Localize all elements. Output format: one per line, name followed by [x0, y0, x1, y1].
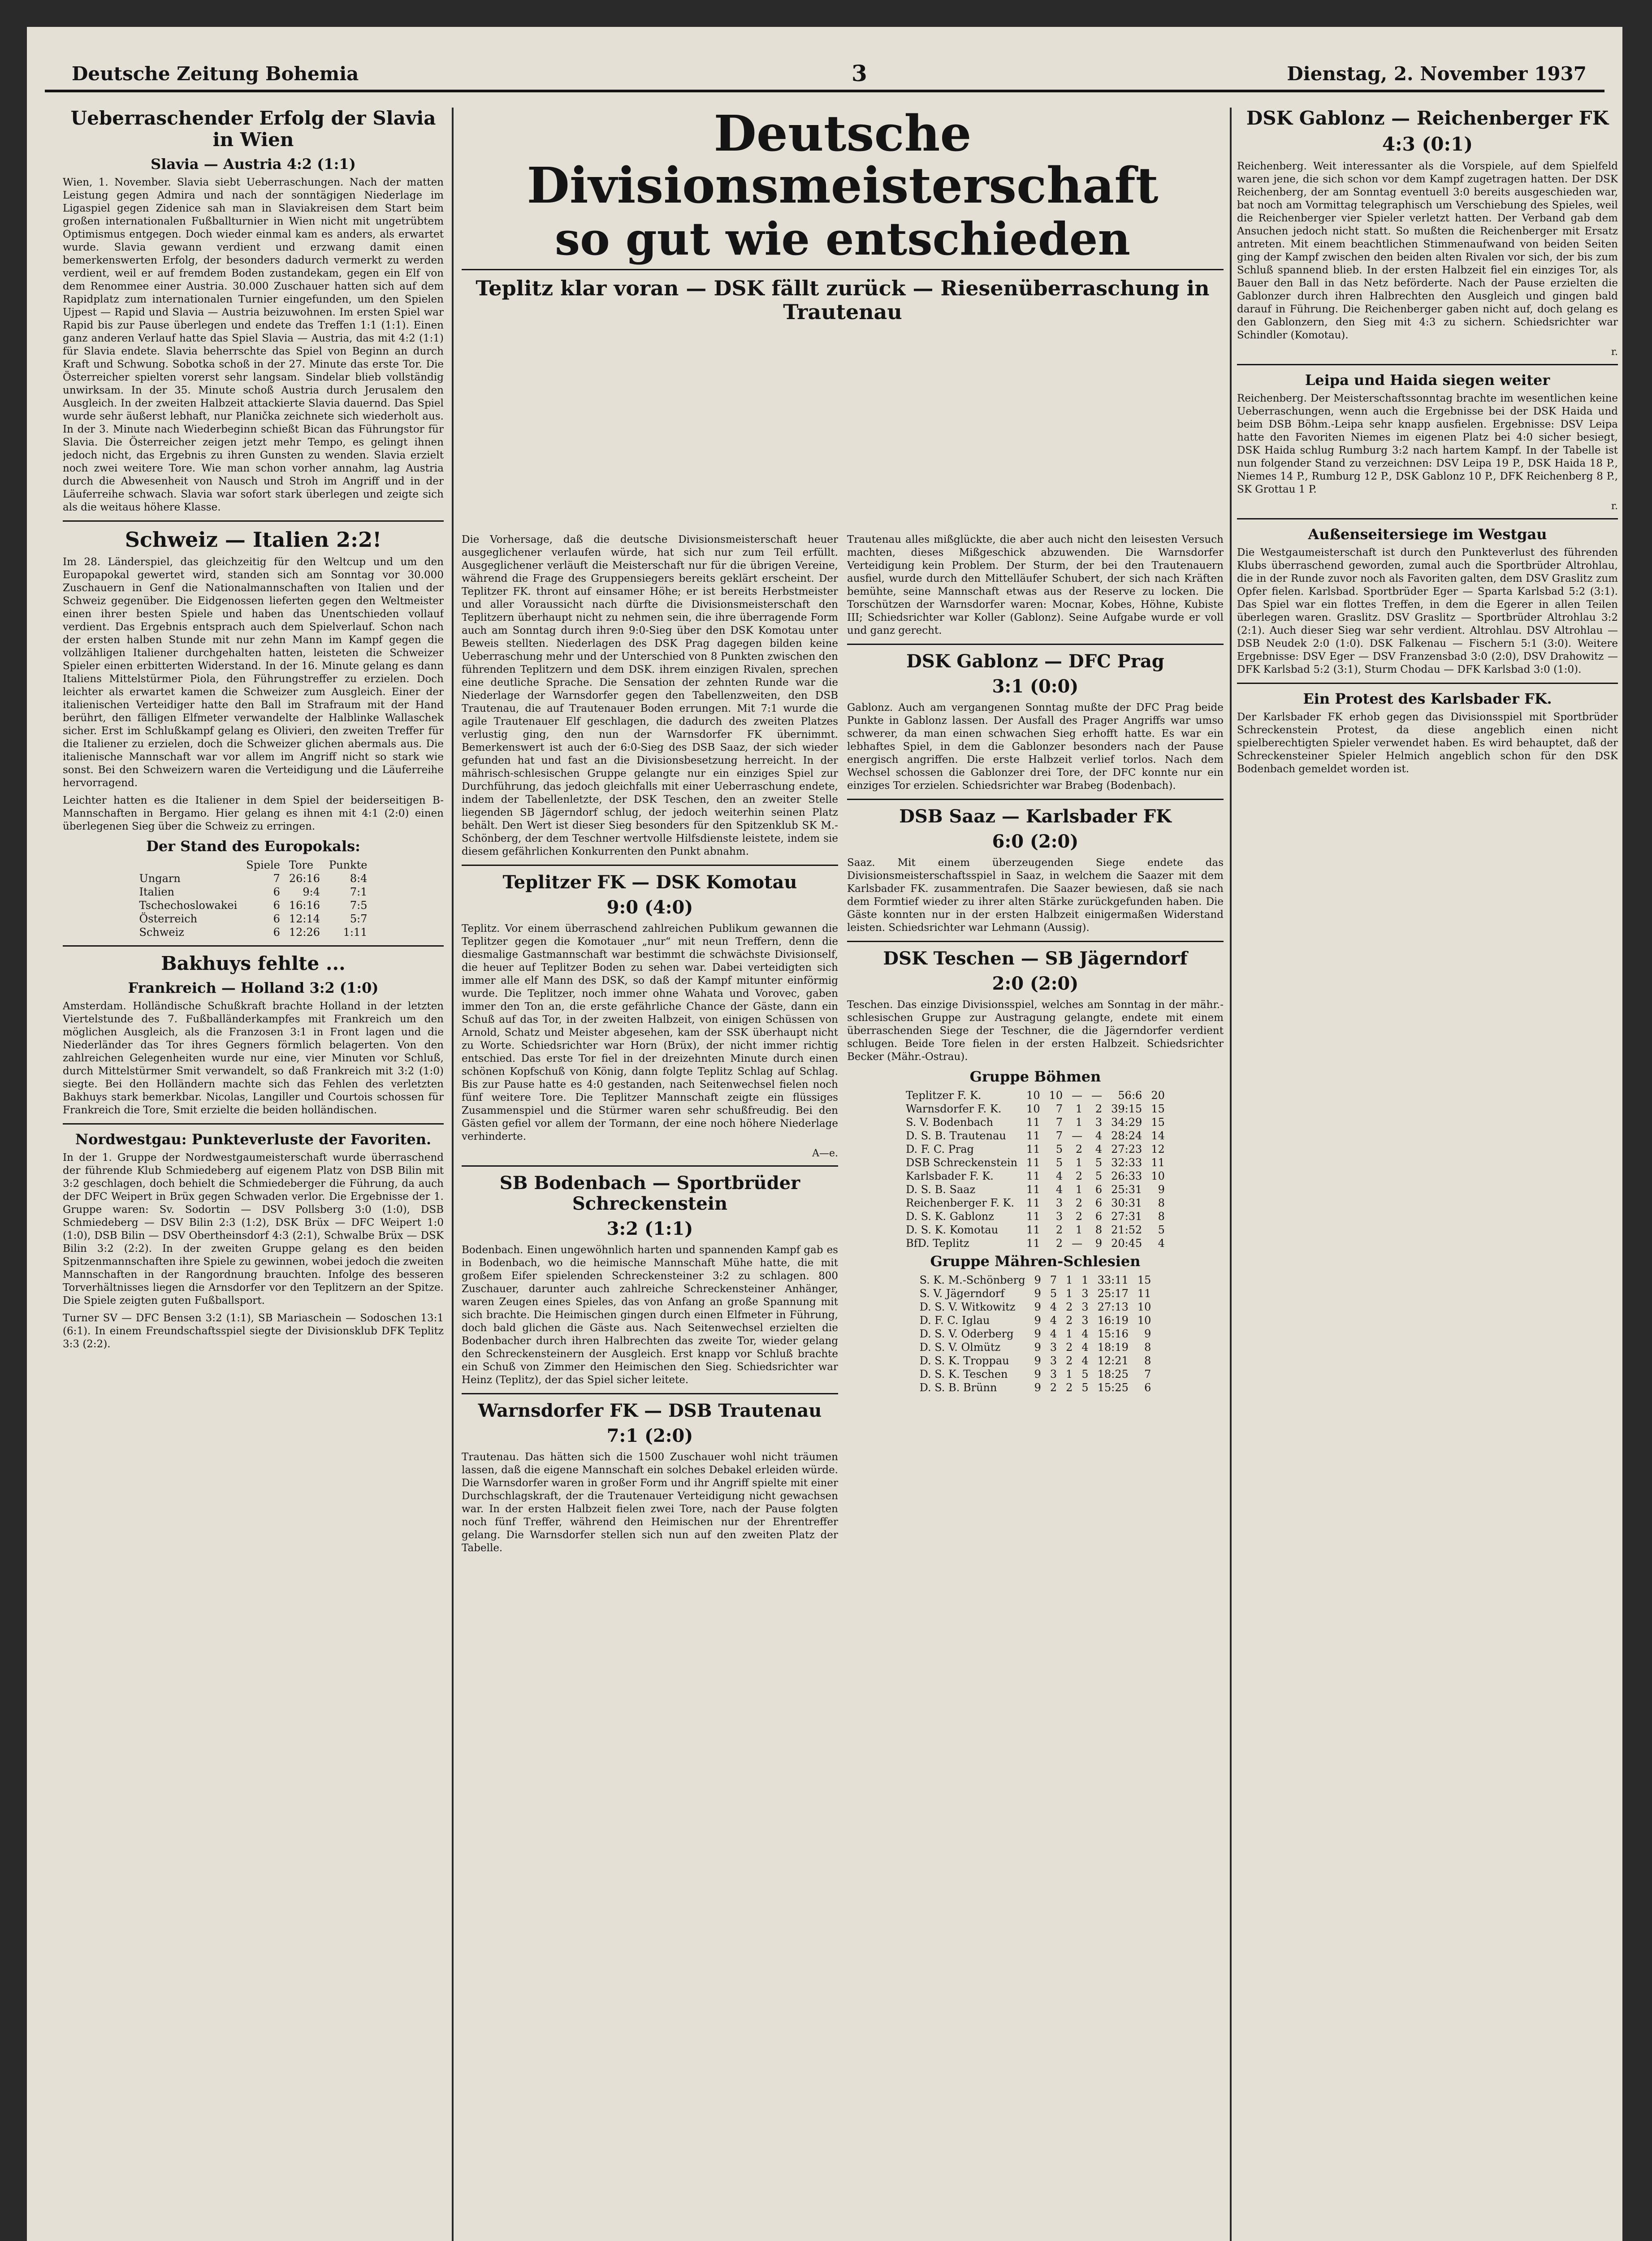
- divider: [847, 644, 1224, 645]
- table-cell: 1: [1066, 1274, 1073, 1286]
- article-text: Bodenbach. Einen ungewöhnlich harten und spannenden Kampf gab es in Bodenbach, wo die heimische Mannschaft Mühe hatte, die mit großem Eifer spielenden Schreckensteiner 3:2 zu schlagen. 800 Zuschauer, darunter auch zahlreiche Schreckensteiner Anhänger, waren Zeugen eines Spieles, das von Anfang an große Spannung mit sich brachte. Die Heimischen gingen durch einen Elfmeter in Führung, doch bald glichen die Gäste aus. Nach Seitenwechsel erzielten die Bodenbacher durch ihren Halbrechten das zweite Tor, wieder gelang den Schreckensteinern der Ausgleich. Erst knapp vor Schluß brachte ein Schuß von Zimmer den Heimischen den Sieg. Schiedsrichter war Heinz (Teplitz), der das Spiel sicher leitete.: [462, 1244, 838, 1386]
- table-cell: 9: [1034, 1381, 1041, 1394]
- table-header: Punkte: [329, 859, 368, 872]
- table-cell: 1: [1066, 1287, 1073, 1300]
- table-cell: 8:4: [350, 872, 368, 885]
- table-cell: 15:25: [1097, 1381, 1129, 1394]
- table-cell: 2: [1055, 1237, 1063, 1250]
- table-cell: 9: [1095, 1237, 1103, 1250]
- table-cell: 6: [1095, 1197, 1103, 1209]
- table-cell: 12:21: [1097, 1354, 1129, 1367]
- column-center-left: [462, 533, 838, 2241]
- table-cell: 10: [1049, 1089, 1063, 1102]
- table-cell: 15: [1151, 1103, 1165, 1115]
- table-cell: 10: [1137, 1314, 1151, 1327]
- main-headline: Deutsche Divisionsmeisterschaft: [527, 108, 1159, 214]
- table-cell: 5:7: [350, 913, 368, 926]
- table-row: [901, 1223, 1169, 1237]
- column-center-right: [847, 533, 1224, 2241]
- table-cell: 1:11: [343, 926, 368, 939]
- match-score: 3:1 (0:0): [992, 676, 1079, 697]
- table-cell: 6: [273, 899, 280, 912]
- table-cell: 3: [1081, 1287, 1089, 1300]
- table-cell: 6: [273, 913, 280, 926]
- table-cell: 4: [1095, 1129, 1103, 1142]
- table-row: [901, 1169, 1169, 1183]
- table-cell: 16:16: [289, 899, 320, 912]
- table-cell: 5: [1081, 1381, 1089, 1394]
- match-score: 9:0 (4:0): [606, 897, 693, 918]
- table-header: Spiele: [246, 859, 280, 872]
- table-cell: 8: [1144, 1341, 1151, 1354]
- table-cell: D. S. V. Witkowitz: [919, 1301, 1016, 1313]
- divider: [462, 1165, 838, 1167]
- table-cell: 6: [273, 926, 280, 939]
- table-row: [915, 1327, 1156, 1341]
- article-heading: DSB Saaz — Karlsbader FK: [899, 806, 1172, 827]
- newspaper-name: Deutsche Zeitung Bohemia: [72, 63, 359, 85]
- table-row: [915, 1287, 1156, 1300]
- table-cell: 9: [1034, 1274, 1041, 1286]
- table-cell: 9: [1034, 1368, 1041, 1380]
- article-heading: Warnsdorfer FK — DSB Trautenau: [478, 1400, 822, 1421]
- table-row: [901, 1156, 1169, 1169]
- table-header: [135, 858, 242, 872]
- table-cell: 10: [1151, 1170, 1165, 1182]
- table-cell: 6: [273, 886, 280, 899]
- match-result: Frankreich — Holland 3:2 (1:0): [128, 979, 379, 996]
- article-text: Turner SV — DFC Bensen 3:2 (1:1), SB Mariaschein — Sodoschen 13:1 (6:1). In einem Freundschaftsspiel siegte der Divisionsklub DFK Teplitz 3:3 (2:2).: [63, 1312, 444, 1350]
- table-cell: 1: [1075, 1224, 1083, 1236]
- table-cell: 2: [1066, 1381, 1073, 1394]
- standings-table-bohemia: [901, 1089, 1169, 1250]
- table-cell: 4: [1158, 1237, 1165, 1250]
- table-cell: 11: [1026, 1197, 1040, 1209]
- table-cell: 5: [1050, 1287, 1057, 1300]
- table-cell: 27:31: [1111, 1210, 1142, 1223]
- article-text: Die Westgaumeisterschaft ist durch den Punkteverlust des führenden Klubs überraschend geworden, zumal auch die Sportbrüder Altrohlau, die in der Runde zuvor noch als Favoriten galten, dem DSV Graslitz zum Opfer fielen. Karlsbad. Sportbrüder Eger — Sparta Karlsbad 5:2 (3:1). Das Spiel war ein flottes Treffen, in dem die Egerer in allen Teilen überlegen waren. Graslitz. DSV Graslitz — Sportbrüder Altrohlau 3:2 (2:1). Auch dieser Sieg war sehr verdient. Altrohlau. DSV Altrohlau — DSB Neudek 2:0 (1:0). DSK Falkenau — Fischern 5:1 (3:0). Weitere Ergebnisse: DSV Eger — DSV Franzensbad 3:0 (2:0), DSV Drahowitz — DFK Karlsbad 5:2 (3:1), Sturm Chodau — DFK Karlsbad 3:0 (1:0).: [1237, 546, 1618, 675]
- article-heading: Bakhuys fehlte ...: [161, 952, 346, 975]
- divider: [847, 799, 1224, 800]
- issue-date: Dienstag, 2. November 1937: [1287, 63, 1587, 85]
- table-cell: 1: [1066, 1328, 1073, 1340]
- divider: [1237, 364, 1618, 365]
- table-cell: 7: [1055, 1129, 1063, 1142]
- table-cell: 26:16: [289, 872, 320, 885]
- masthead: [45, 58, 1604, 92]
- page-number: 3: [852, 60, 867, 87]
- table-cell: 27:23: [1111, 1143, 1142, 1155]
- divider: [1237, 683, 1618, 684]
- table-cell: 33:11: [1097, 1274, 1129, 1286]
- table-cell: —: [1072, 1237, 1083, 1250]
- table-cell: 4: [1081, 1328, 1089, 1340]
- table-cell: 3: [1095, 1116, 1103, 1129]
- article-text: Der Karlsbader FK erhob gegen das Divisionsspiel mit Sportbrüder Schreckenstein Protest, da diese angeblich einen nicht spielberechtigten Spieler verwendet haben. Es wird behauptet, daß der Schreckensteiner Spieler Helmich angeblich schon für den DSK Bodenbach gemeldet worden ist.: [1237, 711, 1618, 775]
- headline-deck: Teplitz klar voran — DSK fällt zurück — Riesenüberraschung in Trautenau: [476, 276, 1210, 324]
- table-row: [901, 1142, 1169, 1156]
- column-left: [63, 108, 444, 2241]
- table-cell: 9: [1158, 1183, 1165, 1196]
- table-cell: 7: [1144, 1368, 1151, 1380]
- table-cell: Reichenberger F. K.: [906, 1197, 1015, 1209]
- table-cell: 6: [1095, 1210, 1103, 1223]
- match-score: 3:2 (1:1): [606, 1218, 693, 1239]
- table-cell: D. S. B. Saaz: [906, 1183, 976, 1196]
- table-cell: 11: [1026, 1129, 1040, 1142]
- table-cell: 20: [1151, 1089, 1165, 1102]
- divider: [462, 269, 1224, 270]
- table-cell: 12:14: [289, 913, 320, 926]
- table-cell: 2: [1075, 1210, 1083, 1223]
- article-heading: Ein Protest des Karlsbader FK.: [1303, 690, 1552, 707]
- article-text: Trautenau alles mißglückte, die aber auch nicht den leisesten Versuch machten, dieses Mißgeschick abzuwenden. Die Warnsdorfer Verteidigung kein Problem. Der Sturm, der bei den Trautenauern ausfiel, wurde durch den Mittelläufer Schubert, der sich nach Kräften bemühte, seine Mannschaft etwas aus der Reserve zu locken. Die Torschützen der Warnsdorfer waren: Mocnar, Kobes, Höhne, Kubiste III; Schiedsrichter war Koller (Gablonz). Seine Aufgabe wurde er voll und ganz gerecht.: [847, 534, 1224, 636]
- table-cell: 5: [1095, 1170, 1103, 1182]
- table-cell: 5: [1095, 1156, 1103, 1169]
- table-row: [135, 885, 372, 899]
- table-cell: D. S. V. Olmütz: [919, 1341, 1001, 1354]
- table-cell: 9: [1034, 1314, 1041, 1327]
- table-cell: 4: [1055, 1170, 1063, 1182]
- article-heading: DSK Teschen — SB Jägerndorf: [883, 948, 1188, 969]
- table-cell: D. S. B. Brünn: [919, 1381, 997, 1394]
- article-text: In der 1. Gruppe der Nordwestgaumeisterschaft wurde überraschend der führende Klub Schmiedeberg auf eigenem Platz von DSB Bilin mit 3:2 geschlagen, doch behielt die Schmiedeberger die Führung, da auch der DFC Weipert in Brüx gegen Schwaden verlor. Die Ergebnisse der 1. Gruppe waren: Sv. Sodortin — DSV Pollsberg 3:0 (1:0), DSB Schmiedeberg — DSV Bilin 2:3 (1:2), DSK Brüx — DFC Weipert 1:0 (1:0), DSB Bilin — DSV Obertheinsdorf 4:3 (2:1), Schwalbe Brüx — DSK Bilin 3:2 (2:2). In der zweiten Gruppe gelang es den beiden Spitzenmannschaften ihre Spiele zu gewinnen, wobei jedoch die zweiten Mannschaften in der Rangordnung brauchten. Infolge des besseren Torverhältnisses liegen die Arnsdorfer vor den Teplitzern an der Spitze. Die Spiele zeigten guten Fußballsport.: [63, 1151, 444, 1307]
- table-cell: —: [1072, 1089, 1083, 1102]
- article-text: Wien, 1. November. Slavia siebt Ueberraschungen. Nach der matten Leistung gegen Admira und nach der sonntägigen Niederlage im Ligaspiel gegen Zidenice sah man in Slaviakreisen dem Start beim großen internationalen Fußballturnier in Wien nicht mit ungetrübtem Optimismus entgegen. Doch wieder einmal kam es anders, als erwartet wurde. Slavia gewann verdient und erzwang damit einen bemerkenswerten Erfolg, der besonders dadurch vermerkt zu werden verdient, weil er auf fremdem Boden zustandekam, gegen ein Elf von dem Renommee einer Austria. 30.000 Zuschauer hatten sich auf dem Rapidplatz zum internationalen Turnier eingefunden, um den Spielen Ujpest — Rapid und Slavia — Austria beizuwohnen. Im ersten Spiel war Rapid bis zur Pause überlegen und endete das Treffen 1:1 (1:1). Einen ganz anderen Verlauf hatte das Spiel Slavia — Austria, das mit 4:2 (1:1) für Slavia endete. Slavia beherrschte das Spiel von Beginn an durch Kraft und Schwung. Sobotka schoß in der 27. Minute das erste Tor. Die Österreicher spielten vorerst sehr langsam. Sindelar blieb vollständig unwirksam. In der 35. Minute schoß Austria durch Jerusalem den Ausgleich. In der zweiten Halbzeit attackierte Slavia dauernd. Das Spiel wurde sehr äußerst lebhaft, nur Planička zeichnete sich wiederholt aus. In der 3. Minute nach Wiederbeginn schießt Bican das Führungstor für Slavia. Die Österreicher zeigen jetzt mehr Tempo, es gelingt ihnen jedoch nicht, das Ergebnis zu ihren Gunsten zu wenden. Slavia erzielt noch zwei weitere Tore. Wie man schon vorher annahm, lag Austria durch die Abwesenheit von Nausch und Stroh im Angriff und in der Läuferreihe schwach. Slavia war sofort stark überlegen und zeigte sich als die weitaus höhere Klasse.: [63, 176, 444, 513]
- table-cell: Karlsbader F. K.: [906, 1170, 994, 1182]
- article-text: Trautenau. Das hätten sich die 1500 Zuschauer wohl nicht träumen lassen, daß die eigene Mannschaft ein solches Debakel erleiden würde. Die Warnsdorfer waren in großer Form und ihr Angriff spielte mit einer Durchschlagskraft, der die Trautenauer Verteidigung nicht gewachsen war. In der ersten Halbzeit fielen zwei Tore, nach der Pause folgten noch fünf Treffer, während den Heimischen nur der Ehrentreffer gelang. Die Warnsdorfer stellen sich nun auf den zweiten Platz der Tabelle.: [462, 1451, 838, 1554]
- match-score: 2:0 (2:0): [992, 973, 1079, 994]
- table-cell: 4: [1081, 1341, 1089, 1354]
- article-text: Reichenberg. Der Meisterschaftssonntag brachte im wesentlichen keine Ueberraschungen, wenn auch die Ergebnisse bei der DSK Haida und beim DSB Böhm.-Leipa sehr knapp ausfielen. Ergebnisse: DSV Leipa hatte den Favoriten Niemes im eigenen Platz bei 4:0 sicher besiegt, DSK Haida schlug Rumburg 3:2 nach hartem Kampf. In der Tabelle ist nun folgender Stand zu verzeichnen: DSV Leipa 19 P., DSK Haida 18 P., Niemes 14 P., Rumburg 12 P., DSK Gablonz 10 P., DFK Reichenberg 8 P., SK Grottau 1 P.: [1237, 392, 1618, 495]
- table-row: [915, 1367, 1156, 1381]
- table-cell: 8: [1095, 1224, 1103, 1236]
- table-cell: 18:19: [1097, 1341, 1129, 1354]
- table-cell: 16:19: [1097, 1314, 1129, 1327]
- table-cell: S. V. Bodenbach: [906, 1116, 994, 1129]
- table-cell: 4: [1050, 1328, 1057, 1340]
- divider: [63, 945, 444, 947]
- table-cell: 11: [1026, 1183, 1040, 1196]
- table-cell: 15:16: [1097, 1328, 1129, 1340]
- article-text: Amsterdam. Holländische Schußkraft brachte Holland in der letzten Viertelstunde des 7. Fußballänderkampfes mit Frankreich um den möglichen Ausgleich, als die Franzosen 3:1 in Front lagen und die Niederländer das Tor ihres Gegners förmlich belagerten. Von den zahlreichen Gelegenheiten wurde nur eine, vier Minuten vor Schluß, durch Mittelstürmer Smit verwandelt, so daß Frankreich mit 3:2 (1:0) siegte. Bei den Holländern machte sich das Fehlen des verletzten Bakhuys stark bemerkbar. Nicolas, Langiller und Courtois schossen für Frankreich die Tore, Smit erzielte die beiden holländischen.: [63, 1000, 444, 1116]
- table-cell: 2: [1066, 1314, 1073, 1327]
- table-cell: 3: [1081, 1314, 1089, 1327]
- author-sign: r.: [1611, 346, 1618, 358]
- table-cell: 8: [1158, 1210, 1165, 1223]
- table-cell: 6: [1095, 1183, 1103, 1196]
- article-text: Die Vorhersage, daß die deutsche Divisionsmeisterschaft heuer ausgeglichener verlaufen würde, hat sich nur zum Teil erfüllt. Ausgeglichener verläuft die Meisterschaft nur für die übrigen Vereine, während die Frage des Gruppensiegers bereits geklärt erscheint. Der Teplitzer FK. thront auf einsamer Höhe; er ist bereits Herbstmeister und aller Voraussicht nach dürfte die Divisionsmeisterschaft den Teplitzern überhaupt nicht zu nehmen sein, die ihre überragende Form auch am Sonntag durch ihren 9:0-Sieg über den DSK Komotau unter Beweis stellten. Niederlagen des DSK Prag dagegen bilden keine Ueberraschung mehr und der Unterschied von 8 Punkten zwischen den führenden Teplitzern und dem DSK. ihrem einzigen Rivalen, sprechen eine deutliche Sprache. Die Sensation der zehnten Runde war die Niederlage der Warnsdorfer gegen den Tabellenzweiten, den DSB Trautenau, die auf Trautenauer Boden errungen. Mit 7:1 wurde die agile Trautenauer Elf geschlagen, die dadurch des zweiten Platzes verlustig ging, den nun der Warnsdorfer FK übernimmt. Bemerkenswert ist auch der 6:0-Sieg des DSB Saaz, der sich wieder gefunden hat und fast an die Divisionsbesetzung herreicht. In der mährisch-schlesischen Gruppe gelangte nur ein einziges Spiel zur Durchführung, das jedoch gleichfalls mit einer Ueberraschung endete, indem der Tabellenletzte, der DSK Teschen, den an zweiter Stelle liegenden SB Jägerndorf schlug, der jedoch weiterhin seinen Platz behält. Den Wert ist dieser Sieg besonders für den Spitzenklub SK M.-Schönberg, der dem Teschner wertvolle Hilfsdienste leistete, indem sie diesem gefährlichen Konkurrenten den Punkt abnahm.: [462, 534, 838, 857]
- table-cell: 9: [1034, 1354, 1041, 1367]
- table-cell: 2: [1050, 1381, 1057, 1394]
- table-cell: 7: [1055, 1103, 1063, 1115]
- table-cell: 11: [1026, 1156, 1040, 1169]
- table-cell: 5: [1158, 1224, 1165, 1236]
- article-heading: DSK Gablonz — Reichenberger FK: [1246, 108, 1609, 129]
- table-row: [135, 912, 372, 926]
- table-cell: 12: [1151, 1143, 1165, 1155]
- table-title: Gruppe Böhmen: [969, 1068, 1101, 1085]
- table-cell: 3: [1050, 1354, 1057, 1367]
- match-score: 7:1 (2:0): [606, 1425, 693, 1446]
- euro-cup-table: [135, 858, 372, 939]
- table-row: [915, 1341, 1156, 1354]
- table-cell: 11: [1026, 1210, 1040, 1223]
- table-row: [901, 1210, 1169, 1223]
- table-cell: S. V. Jägerndorf: [919, 1287, 1005, 1300]
- table-row: [135, 872, 372, 885]
- table-cell: 7: [1050, 1274, 1057, 1286]
- table-cell: 21:52: [1111, 1224, 1142, 1236]
- article-heading: Leipa und Haida siegen weiter: [1305, 371, 1550, 389]
- article-heading: Nordwestgau: Punkteverluste der Favoriten.: [75, 1130, 432, 1148]
- table-cell: 3: [1055, 1197, 1063, 1209]
- author-sign: r.: [1611, 500, 1618, 512]
- table-row: [901, 1237, 1169, 1250]
- table-cell: 9: [1144, 1328, 1151, 1340]
- table-cell: 3: [1081, 1301, 1089, 1313]
- table-cell: 2: [1075, 1143, 1083, 1155]
- table-cell: 11: [1026, 1143, 1040, 1155]
- article-text: Gablonz. Auch am vergangenen Sonntag mußte der DFC Prag beide Punkte in Gablonz lassen. Der Ausfall des Prager Angriffs war umso schwerer, da man einen schwachen Sieg erhofft hatte. Es war ein lebhaftes Spiel, in dem die Gablonzer besonders nach der Pause energisch angriffen. Die erste Halbzeit verlief torlos. Nach dem Wechsel schossen die Gablonzer drei Tore, der DFC konnte nur ein einziges Tor erzielen. Schiedsrichter war Brabeg (Bodenbach).: [847, 702, 1224, 792]
- column-rule: [1230, 108, 1232, 2241]
- match-score: 6:0 (2:0): [992, 831, 1079, 852]
- table-cell: 2: [1075, 1170, 1083, 1182]
- table-cell: 10: [1026, 1103, 1040, 1115]
- table-cell: 12:26: [289, 926, 320, 939]
- author-sign: A—e.: [812, 1148, 838, 1159]
- table-row: [915, 1354, 1156, 1367]
- table-cell: —: [1072, 1129, 1083, 1142]
- table-cell: 9: [1034, 1301, 1041, 1313]
- table-cell: 2: [1095, 1103, 1103, 1115]
- article-heading: Schweiz — Italien 2:2!: [125, 527, 382, 552]
- divider: [63, 1123, 444, 1125]
- table-cell: 8: [1144, 1354, 1151, 1367]
- table-cell: 9: [1034, 1287, 1041, 1300]
- article-text: Teplitz. Vor einem überraschend zahlreichen Publikum gewannen die Teplitzer gegen die Komotauer „nur“ mit neun Treffern, denn die diesmalige Gastmannschaft war bestimmt die schwächste Divisionself, die heuer auf Teplitzer Boden zu sehen war. Dabei verteidigten sich immer alle elf Mann des DSK, so daß der Kampf mitunter einförmig wurde. Die Teplitzer, noch immer ohne Wahata und Vorovec, gaben immer den Ton an, die erste gefährliche Chance der Gäste, dann ein Schuß auf das Tor, in der zweiten Halbzeit, von einigen Schüssen von Arnold, Schatz und Meister abgesehen, kam der SSK überhaupt nicht zu Worte. Schiedsrichter war Horn (Brüx), der nicht immer richtig entschied. Das erste Tor fiel in der dreizehnten Minute durch einen schönen Kopfschuß von König, dann folgte Teplitz Schlag auf Schlag. Bis zur Pause hatte es 4:0 gestanden, nach Seitenwechsel fielen noch fünf weitere Tore. Die Teplitzer Mannschaft zeigte ein flüssiges Zusammenspiel und die Stürmer waren sehr schußfreudig. Bei den Gästen gefiel vor allem der Tormann, der eine noch höhere Niederlage verhinderte.: [462, 923, 838, 1142]
- table-cell: D. S. V. Oderberg: [919, 1328, 1014, 1340]
- table-cell: 2: [1066, 1354, 1073, 1367]
- table-cell: 25:17: [1097, 1287, 1129, 1300]
- table-cell: 2: [1066, 1341, 1073, 1354]
- article-text: Reichenberg. Weit interessanter als die Vorspiele, auf dem Spielfeld waren jene, die sich schon vor dem Kampf zugetragen hatten. Der DSK Reichenberg, der am Sonntag eventuell 3:0 bereits ausgeschieden war, bat noch am Vormittag telegraphisch um Verschiebung des Spieles, weil die Reichenberger vier Spieler verletzt hatten. Der Verband gab dem Ansuchen jedoch nicht statt. So mußten die Reichenberger mit Ersatz antreten. Mit einem beachtlichen Stimmenaufwand von beiden Seiten ging der Kampf zwischen den beiden alten Rivalen vor sich, der bis zum Schluß spannend blieb. In der ersten Halbzeit fiel ein einziges Tor, als Bauer den Ball in das Netz beförderte. Nach der Pause erzielten die Gablonzer durch ihren Halbrechten den Ausgleich und gingen bald darauf in Führung. Die Reichenberger gaben nicht auf, doch gelang es den Gablonzern, den Sieg mit 4:3 zu sichern. Schiedsrichter war Schindler (Komotau).: [1237, 160, 1618, 341]
- table-cell: 1: [1075, 1116, 1083, 1129]
- table-cell: Österreich: [139, 913, 198, 926]
- table-cell: Teplitzer F. K.: [906, 1089, 982, 1102]
- table-cell: —: [1091, 1089, 1103, 1102]
- table-cell: D. S. K. Komotau: [906, 1224, 999, 1236]
- article-heading: Ueberraschender Erfolg der Slavia in Wien: [70, 108, 436, 151]
- table-cell: 11: [1026, 1224, 1040, 1236]
- table-row: [915, 1314, 1156, 1327]
- table-row: [901, 1116, 1169, 1129]
- table-row: [135, 926, 372, 939]
- table-cell: 7: [273, 872, 280, 885]
- table-cell: 8: [1158, 1197, 1165, 1209]
- table-cell: 14: [1151, 1129, 1165, 1142]
- table-cell: 56:6: [1118, 1089, 1142, 1102]
- table-cell: 30:31: [1111, 1197, 1142, 1209]
- table-cell: 2: [1055, 1224, 1063, 1236]
- table-cell: 5: [1055, 1156, 1063, 1169]
- table-cell: BfD. Teplitz: [906, 1237, 969, 1250]
- match-result: Slavia — Austria 4:2 (1:1): [151, 155, 356, 173]
- newspaper-page: [27, 27, 1622, 2241]
- table-cell: 15: [1137, 1274, 1151, 1286]
- table-cell: 4: [1050, 1301, 1057, 1313]
- divider: [63, 520, 444, 522]
- table-cell: 18:25: [1097, 1368, 1129, 1380]
- table-cell: D. S. K. Teschen: [919, 1368, 1008, 1380]
- table-cell: 10: [1137, 1301, 1151, 1313]
- table-cell: 10: [1026, 1089, 1040, 1102]
- table-cell: 6: [1144, 1381, 1151, 1394]
- table-cell: 25:31: [1111, 1183, 1142, 1196]
- article-text: Teschen. Das einzige Divisionsspiel, welches am Sonntag in der mähr.-schlesischen Gruppe zur Austragung gelangte, endete mit einem überraschenden Siege der Teschner, die die Jägerndorfer verdient schlugen. Beide Tore fielen in der ersten Halbzeit. Schiedsrichter Becker (Mähr.-Ostrau).: [847, 999, 1224, 1063]
- table-cell: 9:4: [303, 886, 320, 899]
- article-heading: DSK Gablonz — DFC Prag: [906, 651, 1164, 672]
- table-cell: D. S. B. Trautenau: [906, 1129, 1006, 1142]
- article-text: Leichter hatten es die Italiener in dem Spiel der beiderseitigen B-Mannschaften in Bergamo. Hier gelang es ihnen mit 4:1 (2:0) einen überlegenen Sieg über die Schweiz zu erringen.: [63, 795, 444, 833]
- table-cell: 11: [1026, 1116, 1040, 1129]
- table-cell: Italien: [139, 886, 174, 899]
- table-cell: 39:15: [1111, 1103, 1142, 1115]
- table-cell: 3: [1050, 1341, 1057, 1354]
- table-cell: 27:13: [1097, 1301, 1129, 1313]
- article-text: Saaz. Mit einem überzeugenden Siege endete das Divisionsmeisterschaftsspiel in Saaz, in welchem die Saazer mit dem Karlsbader FK. zusammentrafen. Die Saazer bewiesen, daß sie nach dem Formtief wieder zu ihrer alten Stärke zurückgefunden haben. Die Gäste konnten nur in der ersten Halbzeit einigermaßen Widerstand leisten. Schiedsrichter war Lehmann (Aussig).: [847, 857, 1224, 934]
- table-cell: 15: [1151, 1116, 1165, 1129]
- table-row: [901, 1183, 1169, 1196]
- table-cell: 28:24: [1111, 1129, 1142, 1142]
- table-cell: 11: [1026, 1237, 1040, 1250]
- table-cell: 1: [1075, 1156, 1083, 1169]
- table-cell: 11: [1026, 1170, 1040, 1182]
- table-row: [901, 1129, 1169, 1142]
- table-cell: 1: [1066, 1368, 1073, 1380]
- divider: [462, 1393, 838, 1394]
- table-cell: 1: [1075, 1183, 1083, 1196]
- article-text: Im 28. Länderspiel, das gleichzeitig für den Weltcup und um den Europapokal gewertet wird, standen sich am Sonntag vor 30.000 Zuschauern in Genf die Nationalmannschaften von Italien und der Schweiz gegenüber. Die Eidgenossen lieferten gegen den Weltmeister einen ihrer besten Spiele und haben das Unentschieden vollauf verdient. Das Ergebnis entsprach auch dem Spielverlauf. Schon nach der ersten halben Stunde mit nur zehn Mann im Kampf gegen die vollzähligen Italiener durchgehalten hatten, leisteten die Schweizer Spieler einen erbitterten Widerstand. In der 16. Minute gelang es dann Italiens Mittelstürmer Piola, den Führungstreffer zu erzielen. Doch leichter als erwartet kamen die Schweizer zum Ausgleich. Einer der italienischen Verteidiger hatte den Ball im Strafraum mit der Hand berührt, den fälligen Elfmeter verwandelte der Halblinke Wallaschek sicher. Erst im Schlußkampf gelang es Olivieri, den zweiten Treffer für die Italiener zu erzielen, doch die Schweizer glichen abermals aus. Die italienische Mannschaft war vor allem im Angriff nicht so stark wie sonst. Bei den Schweizern waren die Verteidigung und die Läuferreihe hervorragend.: [63, 556, 444, 789]
- table-row: [901, 1196, 1169, 1210]
- table-cell: 26:33: [1111, 1170, 1142, 1182]
- table-cell: 7: [1055, 1116, 1063, 1129]
- table-cell: 5: [1055, 1143, 1063, 1155]
- table-row: [915, 1381, 1156, 1394]
- table-cell: 11: [1151, 1156, 1165, 1169]
- standings-table-moravia: [915, 1273, 1156, 1394]
- table-title: Der Stand des Europokals:: [146, 838, 360, 855]
- table-header-row: [135, 858, 372, 872]
- table-cell: 4: [1055, 1183, 1063, 1196]
- table-cell: 2: [1066, 1301, 1073, 1313]
- table-title: Gruppe Mähren-Schlesien: [930, 1253, 1141, 1270]
- table-cell: 5: [1081, 1368, 1089, 1380]
- table-cell: 2: [1075, 1197, 1083, 1209]
- column-rule: [452, 108, 454, 2241]
- table-row: [915, 1273, 1156, 1287]
- divider: [847, 941, 1224, 942]
- table-cell: Schweiz: [139, 926, 184, 939]
- table-cell: Ungarn: [139, 872, 181, 885]
- table-header: Tore: [289, 859, 314, 872]
- table-cell: 7:5: [350, 899, 368, 912]
- table-cell: S. K. M.-Schönberg: [919, 1274, 1025, 1286]
- table-cell: 4: [1050, 1314, 1057, 1327]
- article-heading: Außenseitersiege im Westgau: [1308, 525, 1547, 543]
- table-cell: 9: [1034, 1328, 1041, 1340]
- table-cell: 3: [1055, 1210, 1063, 1223]
- table-cell: 20:45: [1111, 1237, 1142, 1250]
- table-cell: 3: [1050, 1368, 1057, 1380]
- table-cell: Warnsdorfer F. K.: [906, 1103, 1002, 1115]
- table-cell: DSB Schreckenstein: [906, 1156, 1018, 1169]
- table-cell: 9: [1034, 1341, 1041, 1354]
- divider: [462, 865, 838, 866]
- table-cell: 7:1: [350, 886, 368, 899]
- table-row: [135, 899, 372, 912]
- table-cell: D. S. K. Troppau: [919, 1354, 1009, 1367]
- headline-block: [462, 108, 1224, 529]
- table-cell: 11: [1137, 1287, 1151, 1300]
- table-cell: 1: [1081, 1274, 1089, 1286]
- article-heading: SB Bodenbach — Sportbrüder Schreckenstein: [499, 1172, 800, 1214]
- match-score: 4:3 (0:1): [1382, 133, 1473, 156]
- table-cell: 4: [1095, 1143, 1103, 1155]
- column-right: [1237, 108, 1618, 2241]
- table-cell: 32:33: [1111, 1156, 1142, 1169]
- table-cell: 1: [1075, 1103, 1083, 1115]
- table-cell: 4: [1081, 1354, 1089, 1367]
- table-cell: D. F. C. Prag: [906, 1143, 974, 1155]
- table-cell: 34:29: [1111, 1116, 1142, 1129]
- main-headline: so gut wie entschieden: [554, 212, 1131, 265]
- table-cell: Tschechoslowakei: [139, 899, 238, 912]
- table-row: [915, 1300, 1156, 1314]
- article-heading: Teplitzer FK — DSK Komotau: [502, 872, 797, 893]
- table-cell: D. S. K. Gablonz: [906, 1210, 994, 1223]
- table-row: [901, 1102, 1169, 1116]
- divider: [1237, 518, 1618, 519]
- table-cell: D. F. C. Iglau: [919, 1314, 990, 1327]
- table-row: [901, 1089, 1169, 1102]
